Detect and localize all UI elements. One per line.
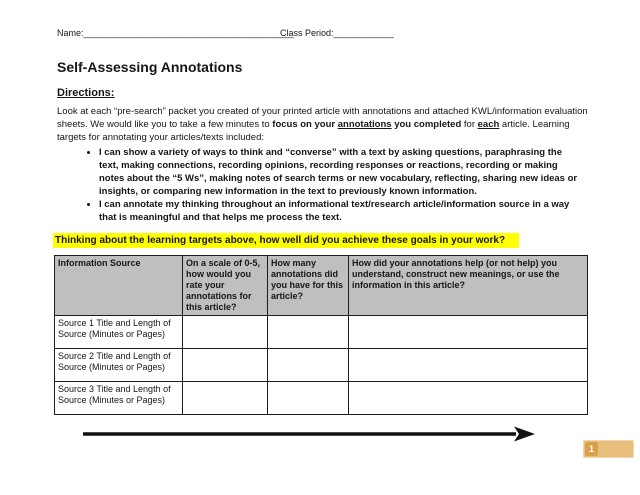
directions-heading: Directions: (57, 87, 115, 99)
source-label-cell: Source 3 Title and Length of Source (Minutes or Pages) (55, 382, 183, 415)
name-label: Name: (57, 28, 84, 38)
table-header-row (55, 256, 588, 316)
name-classperiod-row (57, 28, 597, 38)
table-header-cell: On a scale of 0-5, how would you rate your annotations for this article? (183, 256, 268, 316)
intro-paragraph: Look at each “pre-search” packet you created of your printed article with annotations and attached KWL/information evaluation sheets. We would like you to take a few minutes to focus on your annotations you completed for each article. Learning targets for annotating your articles/texts included: (57, 106, 588, 143)
learning-targets-list (84, 146, 584, 224)
answer-cell (349, 382, 588, 415)
table-row (55, 382, 588, 415)
table-body (55, 316, 588, 415)
page-title: Self-Assessing Annotations (57, 59, 243, 75)
table-row (55, 316, 588, 349)
page-number: 1 (585, 442, 598, 456)
learning-target-item: • I can annotate my thinking throughout an informational text/research article/information source in a way that is meaningful and that helps me process the text. (99, 198, 584, 224)
answer-cell (349, 316, 588, 349)
answer-cell (268, 316, 349, 349)
highlighted-question-row (53, 230, 519, 248)
source-label-cell: Source 2 Title and Length of Source (Minutes or Pages) (55, 349, 183, 382)
name-field (57, 28, 294, 38)
answer-cell (183, 316, 268, 349)
table-header-cell: How did your annotations help (or not help) you understand, construct new meanings, or use the information in this article? (349, 256, 588, 316)
answer-cell (349, 349, 588, 382)
class-period-blank-line: ____________ (333, 28, 394, 38)
page-number-badge (583, 440, 634, 458)
source-label-cell: Source 1 Title and Length of Source (Minutes or Pages) (55, 316, 183, 349)
answer-cell (268, 382, 349, 415)
table-header-cell: Information Source (55, 256, 183, 316)
self-assessment-table (54, 255, 588, 415)
table-header-cell: How many annotations did you have for this article? (268, 256, 349, 316)
table-row (55, 349, 588, 382)
name-blank-line: __________________________________________ (83, 28, 294, 38)
class-period-label: Class Period: (280, 28, 334, 38)
class-period-field (280, 28, 394, 38)
forward-arrow-icon (80, 425, 538, 443)
learning-target-item: • I can show a variety of ways to think and “converse” with a text by asking questions, paraphrasing the text, making connections, recording opinions, recording responses or reactions, recording or making notes about the “5 Ws”, making notes of search terms or new vocabulary, reflecting, sharing new ideas or insights, or comparing new information in the text to previously known information. (99, 146, 584, 198)
answer-cell (183, 349, 268, 382)
answer-cell (183, 382, 268, 415)
highlighted-question: Thinking about the learning targets above, how well did you achieve these goals in your work? (53, 233, 519, 248)
answer-cell (268, 349, 349, 382)
